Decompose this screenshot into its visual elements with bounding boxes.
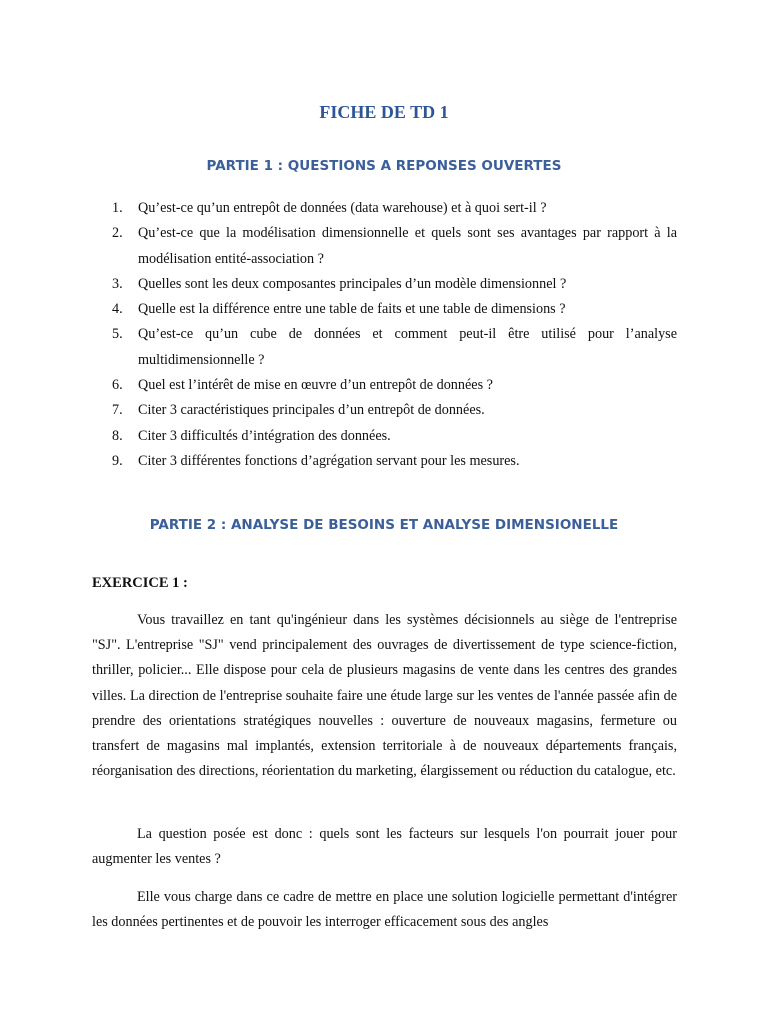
question-item xyxy=(0,322,768,373)
question-item xyxy=(0,196,768,221)
question-number: 7. xyxy=(112,402,123,419)
question-number: 2. xyxy=(112,225,123,242)
question-text: Quelles sont les deux composantes principales d’un modèle dimensionnel ? xyxy=(138,275,567,292)
question-number: 5. xyxy=(112,326,123,343)
question-number: 1. xyxy=(112,200,123,216)
question-item xyxy=(0,297,768,322)
document-title: FICHE DE TD 1 xyxy=(319,102,449,122)
exercise-paragraph: Vous travaillez en tant qu'ingénieur dans les systèmes décisionnels au siège de l'entreprise "SJ". L'entreprise "SJ" vend principalement des ouvrages de divertissement de type science-fiction, thriller, policier... Elle dispose pour cela de plusieurs magasins de vente dans les centres des grandes villes. La direction de l'entreprise souhaite faire une étude large sur les ventes de l'année passée afin de prendre des orientations stratégiques nouvelles : ouverture de nouveaux magasins, fermeture ou transfert de magasins mal implantés, extension territoriale à de nouveaux départements français, réorganisation des directions, réorientation du marketing, élargissement ou réduction du catalogue, etc. xyxy=(92,612,677,780)
exercise-paragraph: La question posée est donc : quels sont les facteurs sur lesquels l'on pourrait jouer pour augmenter les ventes ? xyxy=(92,826,677,868)
question-number: 9. xyxy=(112,452,123,469)
part1-heading: PARTIE 1 : QUESTIONS A REPONSES OUVERTES xyxy=(206,158,562,174)
question-item xyxy=(0,373,768,398)
question-text: Citer 3 caractéristiques principales d’un entrepôt de données. xyxy=(138,402,485,419)
question-item xyxy=(0,221,768,272)
question-text: Qu’est-ce qu’un cube de données et comment peut-il être utilisé pour l’analyse multidimensionnelle ? xyxy=(138,326,677,368)
question-text: Qu’est-ce que la modélisation dimensionnelle et quels sont ses avantages par rapport à la modélisation entité-association ? xyxy=(138,225,677,267)
question-item xyxy=(0,272,768,297)
question-text: Qu’est-ce qu’un entrepôt de données (data warehouse) et à quoi sert-il ? xyxy=(138,200,547,216)
exercise-paragraph: Elle vous charge dans ce cadre de mettre en place une solution logicielle permettant d'intégrer les données pertinentes et de pouvoir les interroger efficacement sous des angles xyxy=(92,889,677,931)
question-number: 6. xyxy=(112,377,123,394)
question-number: 3. xyxy=(112,275,123,292)
question-text: Citer 3 différentes fonctions d’agrégation servant pour les mesures. xyxy=(138,452,520,469)
question-text: Citer 3 difficultés d’intégration des données. xyxy=(138,427,391,444)
question-item xyxy=(0,424,768,449)
question-number: 8. xyxy=(112,427,123,444)
question-list xyxy=(0,196,768,474)
question-text: Quelle est la différence entre une table de faits et une table de dimensions ? xyxy=(138,301,566,318)
exercise-title: EXERCICE 1 : xyxy=(92,575,188,591)
question-text: Quel est l’intérêt de mise en œuvre d’un entrepôt de données ? xyxy=(138,377,493,394)
question-item xyxy=(0,449,768,474)
part2-heading: PARTIE 2 : ANALYSE DE BESOINS ET ANALYSE DIMENSIONELLE xyxy=(149,517,619,533)
question-number: 4. xyxy=(112,301,123,318)
question-item xyxy=(0,398,768,423)
